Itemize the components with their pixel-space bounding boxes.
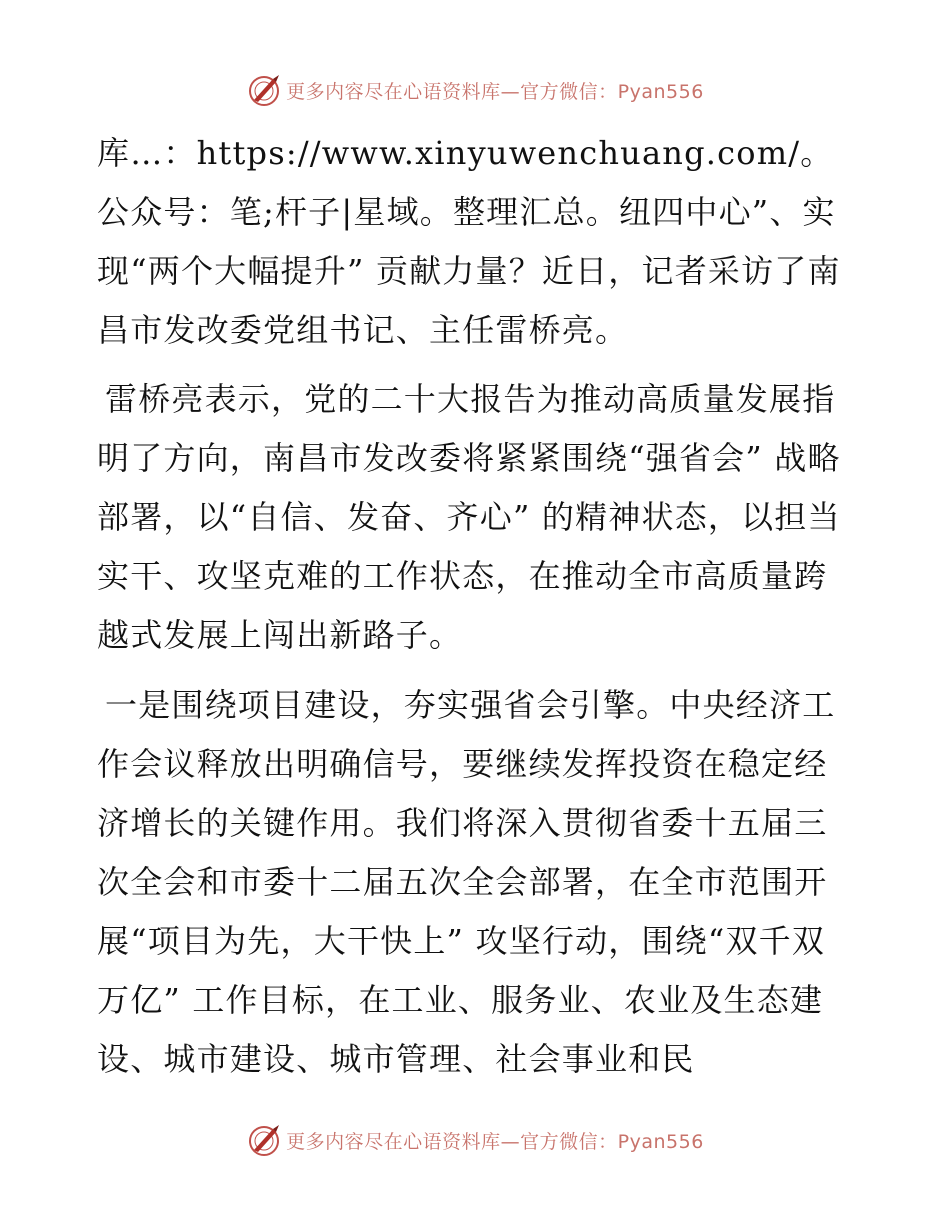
document-body bbox=[97, 124, 857, 1089]
footer-banner-text: 更多内容尽在心语资料库—官方微信：Pyan556 bbox=[286, 1130, 704, 1153]
paragraph-intro: 库…：https://www.xinyuwenchuang.com/。公众号：笔;杆子|星域。整理汇总。纽四中心”、实现“两个大幅提升” 贡献力量？近日，记者采访了南昌市发改委党组书记、主任雷桥亮。 bbox=[97, 134, 841, 349]
footer-banner-inner bbox=[246, 1122, 704, 1158]
footer-banner bbox=[0, 1118, 950, 1162]
paragraph-statement: 雷桥亮表示，党的二十大报告为推动高质量发展指明了方向，南昌市发改委将紧紧围绕“强省会” 战略部署，以“自信、发奋、齐心” 的精神状态，以担当实干、攻坚克难的工作状态，在推动全市高质量跨越式发展上闯出新路子。 bbox=[97, 380, 841, 654]
header-banner-inner bbox=[246, 72, 704, 108]
header-banner-text: 更多内容尽在心语资料库—官方微信：Pyan556 bbox=[286, 80, 704, 103]
pen-nib-circle-icon bbox=[246, 72, 282, 108]
paragraph-project-construction: 一是围绕项目建设，夯实强省会引擎。中央经济工作会议释放出明确信号，要继续发挥投资在稳定经济增长的关键作用。我们将深入贯彻省委十五届三次全会和市委十二届五次全会部署，在全市范围开展“项目为先，大干快上” 攻坚行动，围绕“双千双万亿” 工作目标，在工业、服务业、农业及生态建设、城市建设、城市管理、社会事业和民 bbox=[97, 686, 836, 1078]
pen-nib-circle-icon bbox=[246, 1122, 282, 1158]
header-banner bbox=[0, 68, 950, 112]
